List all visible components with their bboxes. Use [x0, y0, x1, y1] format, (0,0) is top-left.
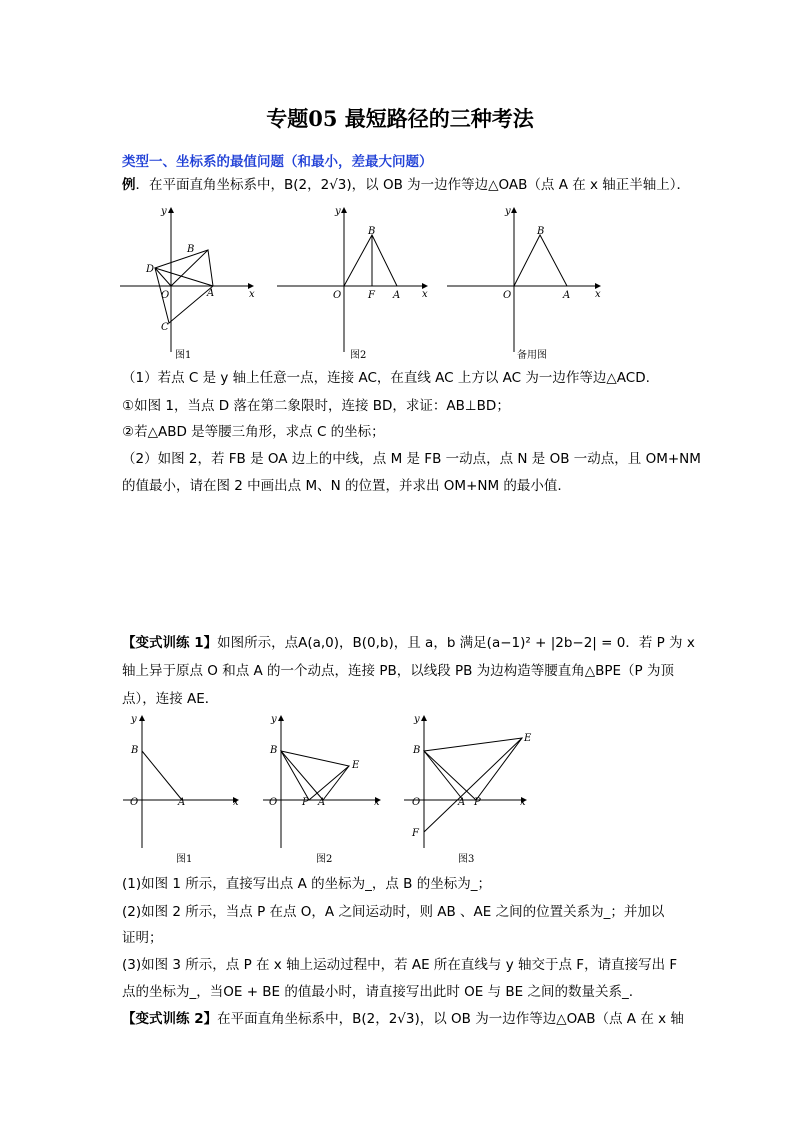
- vfig3-b-label: B: [413, 745, 421, 756]
- example-text: ．在平面直角坐标系中，B(2，2√3)，以 OB 为一边作等边△OAB（点 A 在 x 轴正半轴上）．: [135, 177, 691, 193]
- variant2-text: 在平面直角坐标系中，B(2，2√3)，以 OB 为一边作等边△OAB（点 A 在 x 轴: [217, 1011, 684, 1027]
- fig1-d-label: D: [146, 264, 155, 275]
- variant1-q3a: (3)如图 3 所示，点 P 在 x 轴上运动过程中，若 AE 所在直线与 y 轴交于点 F，请直接写出 F: [122, 957, 678, 973]
- variant1-text1: 如图所示，点A(a,0)，B(0,b)，且 a，b 满足(a−1)² + |2b−2| = 0．若 P 为 x: [217, 635, 695, 651]
- fig2-a-label: A: [393, 290, 401, 301]
- variant1-line2: 轴上异于原点 O 和点 A 的一个动点，连接 PB，以线段 PB 为边构造等腰直角△BPE（P 为顶: [122, 663, 674, 679]
- figure-backup: [447, 208, 600, 352]
- vfig2-a-label: A: [318, 797, 326, 808]
- variant2-line: [122, 1009, 684, 1029]
- vfig3-f-label: F: [412, 828, 419, 839]
- vfig3-e-label: E: [524, 733, 532, 744]
- fig2-o-label: O: [333, 290, 342, 301]
- vfig2-y-label: y: [271, 714, 277, 725]
- variant1-q1: (1)如图 1 所示，直接写出点 A 的坐标为_，点 B 的坐标为_；: [122, 876, 491, 892]
- fig2-f-label: F: [368, 290, 375, 301]
- variant1-figures: [118, 708, 538, 873]
- example-q1a: ①如图 1，当点 D 落在第二象限时，连接 BD，求证：AB⊥BD；: [122, 398, 510, 414]
- vfig3-caption: 图3: [458, 854, 475, 865]
- fig1-o-label: O: [161, 290, 170, 301]
- fig3-caption: 备用图: [517, 350, 547, 361]
- example-label: 例: [122, 177, 136, 193]
- fig3-a-label: A: [563, 290, 571, 301]
- section-heading: 类型一、坐标系的最值问题（和最小，差最大问题）: [122, 154, 433, 170]
- variant1-line3: 点），连接 AE．: [122, 691, 219, 707]
- vfig2-p-label: P: [302, 797, 309, 808]
- vfig1-x-label: x: [233, 797, 239, 808]
- variant1-q2b: 证明；: [122, 930, 163, 946]
- variant1-label: 【变式训练 1】: [122, 635, 218, 651]
- example-statement: [122, 175, 690, 195]
- vfig1-y-label: y: [131, 714, 137, 725]
- fig1-y-label: y: [161, 206, 167, 217]
- variant2-label: 【变式训练 2】: [122, 1011, 218, 1027]
- variant1-q3b: 点的坐标为_，当OE + BE 的值最小时，请直接写出此时 OE 与 BE 之间的数量关系_.: [122, 984, 634, 1000]
- fig2-x-label: x: [422, 289, 428, 300]
- vfig1-b-label: B: [131, 745, 139, 756]
- fig1-caption: 图1: [175, 350, 192, 361]
- vfig1-a-label: A: [178, 797, 186, 808]
- example-q2a: （2）如图 2，若 FB 是 OA 边上的中线，点 M 是 FB 一动点，点 N 是 OB 一动点，且 OM+NM: [122, 451, 701, 467]
- fig2-y-label: y: [335, 206, 341, 217]
- fig3-o-label: O: [503, 290, 512, 301]
- fig2-caption: 图2: [350, 350, 367, 361]
- fig1-c-label: C: [161, 322, 169, 333]
- example-figures: [115, 200, 615, 365]
- vfig3-p-label: P: [474, 797, 481, 808]
- variant1-line1: [122, 633, 695, 653]
- page-title: 专题05 最短路径的三种考法: [266, 106, 534, 131]
- vfig1-caption: 图1: [176, 854, 193, 865]
- figure-1: [120, 208, 253, 352]
- example-q1: （1）若点 C 是 y 轴上任意一点，连接 AC，在直线 AC 上方以 AC 为一边作等边△ACD.: [122, 370, 650, 386]
- vfig2-o-label: O: [269, 797, 278, 808]
- vfig2-e-label: E: [352, 760, 360, 771]
- fig3-y-label: y: [505, 206, 511, 217]
- vfig3-x-label: x: [520, 797, 526, 808]
- fig1-x-label: x: [249, 289, 255, 300]
- v-figure-3: [404, 716, 526, 848]
- vfig3-o-label: O: [412, 797, 421, 808]
- vfig2-x-label: x: [374, 797, 380, 808]
- vfig3-y-label: y: [414, 714, 420, 725]
- vfig2-b-label: B: [270, 745, 278, 756]
- variant1-q2a: (2)如图 2 所示，当点 P 在点 O，A 之间运动时，则 AB 、AE 之间的位置关系为_；并加以: [122, 904, 665, 920]
- figure-2: [277, 208, 427, 352]
- fig1-a-label: A: [207, 288, 215, 299]
- fig3-b-label: B: [537, 226, 545, 237]
- v-figure-1: [123, 716, 238, 848]
- vfig2-caption: 图2: [316, 854, 333, 865]
- fig3-x-label: x: [595, 289, 601, 300]
- fig2-b-label: B: [368, 226, 376, 237]
- v-figure-2: [263, 716, 380, 848]
- fig1-b-label: B: [187, 244, 195, 255]
- vfig1-o-label: O: [130, 797, 139, 808]
- vfig3-a-label: A: [458, 797, 466, 808]
- example-q1b: ②若△ABD 是等腰三角形，求点 C 的坐标；: [122, 424, 385, 440]
- example-q2b: 的值最小，请在图 2 中画出点 M、N 的位置，并求出 OM+NM 的最小值.: [122, 478, 562, 494]
